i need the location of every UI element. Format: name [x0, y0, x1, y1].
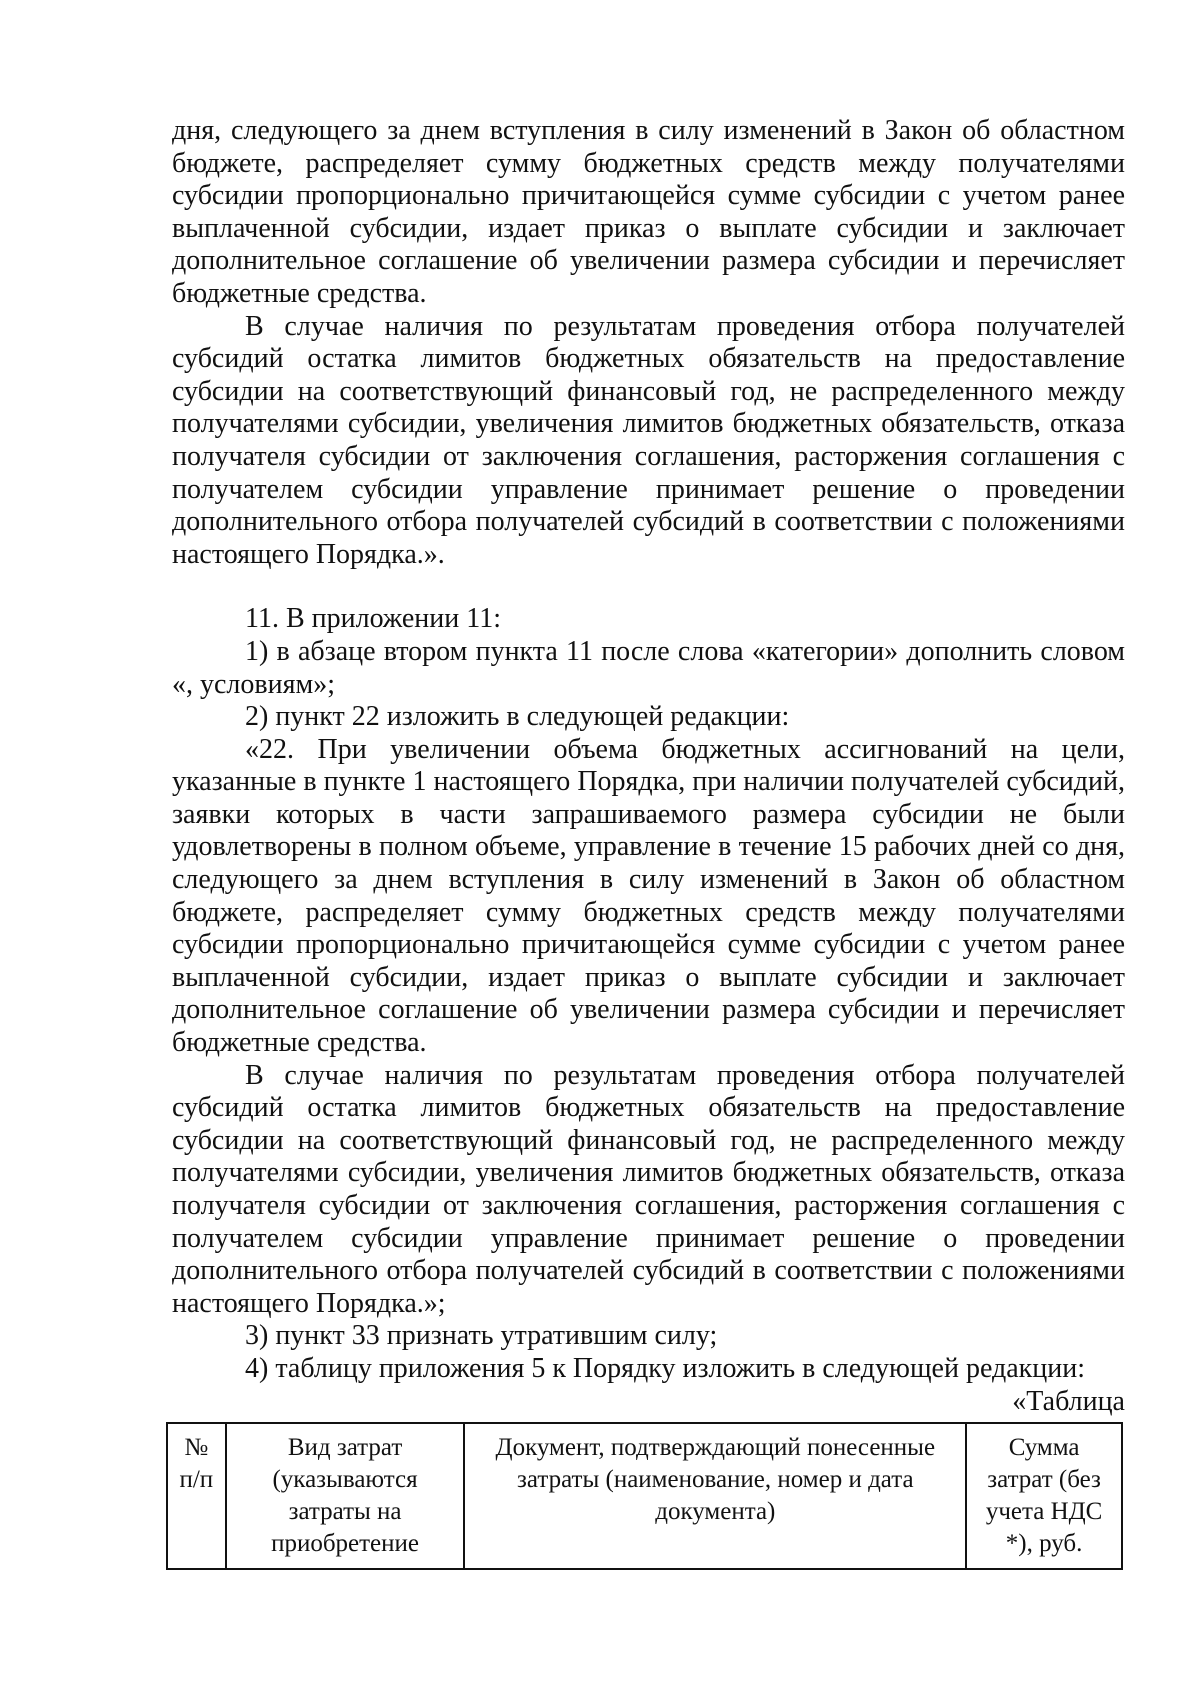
- paragraph-point-22: «22. При увеличении объема бюджетных ассигнований на цели, указанные в пункте 1 настоящего Порядка, при наличии получателей субсидий, заявки которых в части запрашиваемого размера субсидии не были удовлетворены в полном объеме, управление в течение 15 рабочих дней со дня, следующего за днем вступления в силу изменений в Закон об областном бюджете, распределяет сумму бюджетных средств между получателями субсидии пропорционально причитающейся сумме субсидии с учетом ранее выплаченной субсидии, издает приказ о выплате субсидии и заключает дополнительное соглашение об увеличении размера субсидии и перечисляет бюджетные средства.: [172, 733, 1125, 1059]
- paragraph-subitem-1: 1) в абзаце втором пункта 11 после слова «категории» дополнить словом «, условиям»;: [172, 635, 1125, 700]
- header-amount: Сумма затрат (без учета НДС *), руб.: [966, 1423, 1122, 1569]
- paragraph-item-11: 11. В приложении 11:: [245, 603, 501, 635]
- paragraph-subitem-3: 3) пункт 33 признать утратившим силу;: [245, 1320, 718, 1352]
- paragraph-subitem-4: 4) таблицу приложения 5 к Порядку изложить в следующей редакции:: [245, 1352, 1086, 1384]
- paragraph-gap: [172, 571, 1125, 603]
- table-header-row: [167, 1423, 1122, 1569]
- header-document: Документ, подтверждающий понесенные затраты (наименование, номер и дата документа): [464, 1423, 966, 1569]
- document-body: [172, 115, 1125, 1418]
- paragraph-continuation: дня, следующего за днем вступления в силу изменений в Закон об областном бюджете, распределяет сумму бюджетных средств между получателями субсидии пропорционально причитающейся сумме субсидии с учетом ранее выплаченной субсидии, издает приказ о выплате субсидии и заключает дополнительное соглашение об увеличении размера субсидии и перечисляет бюджетные средства.: [172, 115, 1125, 309]
- header-number: № п/п: [167, 1423, 226, 1569]
- paragraph-point-22-second: В случае наличия по результатам проведения отбора получателей субсидий остатка лимитов бюджетных обязательств на предоставление субсидии на соответствующий финансовый год, не распределенного между получателями субсидии, увеличения лимитов бюджетных обязательств, отказа получателя субсидии от заключения соглашения, расторжения соглашения с получателем субсидии управление принимает решение о проведении дополнительного отбора получателей субсидий в соответствии с положениями настоящего Порядка.»;: [172, 1059, 1125, 1319]
- table-caption: «Таблица: [1012, 1385, 1125, 1417]
- paragraph-additional-selection: В случае наличия по результатам проведения отбора получателей субсидий остатка лимитов бюджетных обязательств на предоставление субсидии на соответствующий финансовый год, не распределенного между получателями субсидии, увеличения лимитов бюджетных обязательств, отказа получателя субсидии от заключения соглашения, расторжения соглашения с получателем субсидии управление принимает решение о проведении дополнительного отбора получателей субсидий в соответствии с положениями настоящего Порядка.».: [172, 310, 1125, 570]
- header-cost-type: Вид затрат (указываются затраты на приобретение: [226, 1423, 465, 1569]
- costs-table: [166, 1422, 1123, 1570]
- paragraph-subitem-2: 2) пункт 22 изложить в следующей редакции:: [245, 701, 790, 733]
